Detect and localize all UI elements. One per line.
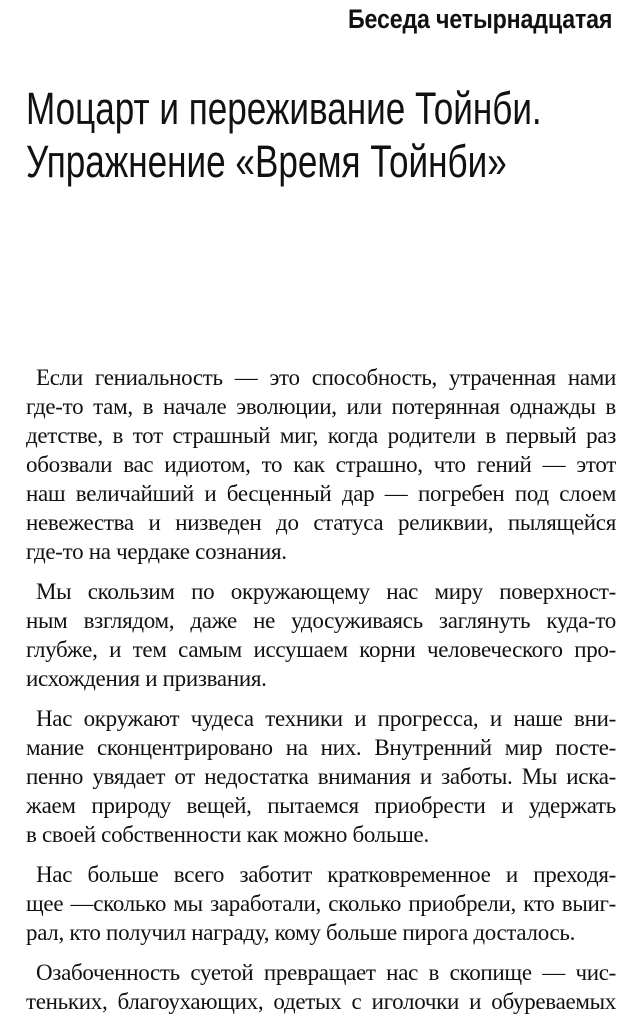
text-line: жаем природу вещей, пытаемся приобрести и удержать xyxy=(26,793,616,818)
paragraph-1 xyxy=(26,363,616,566)
text-line: Озабоченность суетой превращает нас в скопище — чис- xyxy=(36,960,616,985)
chapter-title-line-1: Моцарт и переживание Тойнби. xyxy=(26,83,542,134)
text-line: наш величайший и бесценный дар — погребен под слоем xyxy=(26,481,616,506)
paragraph-3 xyxy=(26,704,616,849)
text-line: пенно увядает от недостатка внимания и заботы. Мы иска- xyxy=(26,764,616,789)
chapter-title-line-2: Упражнение «Время Тойнби» xyxy=(26,136,507,187)
text-line: обозвали вас идиотом, то как страшно, что гений — этот xyxy=(26,452,616,477)
running-head: Беседа четырнадцатая xyxy=(347,4,612,34)
body-text xyxy=(26,363,616,1027)
paragraph-2 xyxy=(26,577,616,693)
chapter-title xyxy=(26,82,542,188)
text-line: мание сконцентрировано на них. Внутренний мир посте- xyxy=(26,735,616,760)
text-line: в своей собственности как можно больше. xyxy=(26,822,429,847)
text-line: невежества и низведен до статуса реликвии, пылящейся xyxy=(26,510,616,535)
text-line: ным взглядом, даже не удосуживаясь заглянуть куда-то xyxy=(26,608,616,633)
text-line: щее —сколько мы заработали, сколько приобрели, кто выиг- xyxy=(26,891,616,916)
text-line: детстве, в тот страшный миг, когда родители в первый раз xyxy=(26,423,616,448)
text-line: Нас больше всего заботит кратковременное и преходя- xyxy=(36,862,616,887)
text-line: глубже, и тем самым иссушаем корни человеческого про- xyxy=(26,637,616,662)
paragraph-4 xyxy=(26,860,616,947)
text-line: Если гениальность — это способность, утраченная нами xyxy=(36,365,616,390)
text-line: где-то там, в начале эволюции, или потерянная однажды в xyxy=(26,394,616,419)
text-line: где-то на чердаке сознания. xyxy=(26,539,287,564)
text-line: теньких, благоухающих, одетых с иголочки и обуреваемых xyxy=(26,989,616,1014)
paragraph-5 xyxy=(26,958,616,1016)
text-line: исхождения и призвания. xyxy=(26,666,267,691)
text-line: Мы скользим по окружающему нас миру поверхност- xyxy=(36,579,616,604)
text-line: рал, кто получил награду, кому больше пирога досталось. xyxy=(26,920,576,945)
text-line: Нас окружают чудеса техники и прогресса, и наше вни- xyxy=(36,706,616,731)
